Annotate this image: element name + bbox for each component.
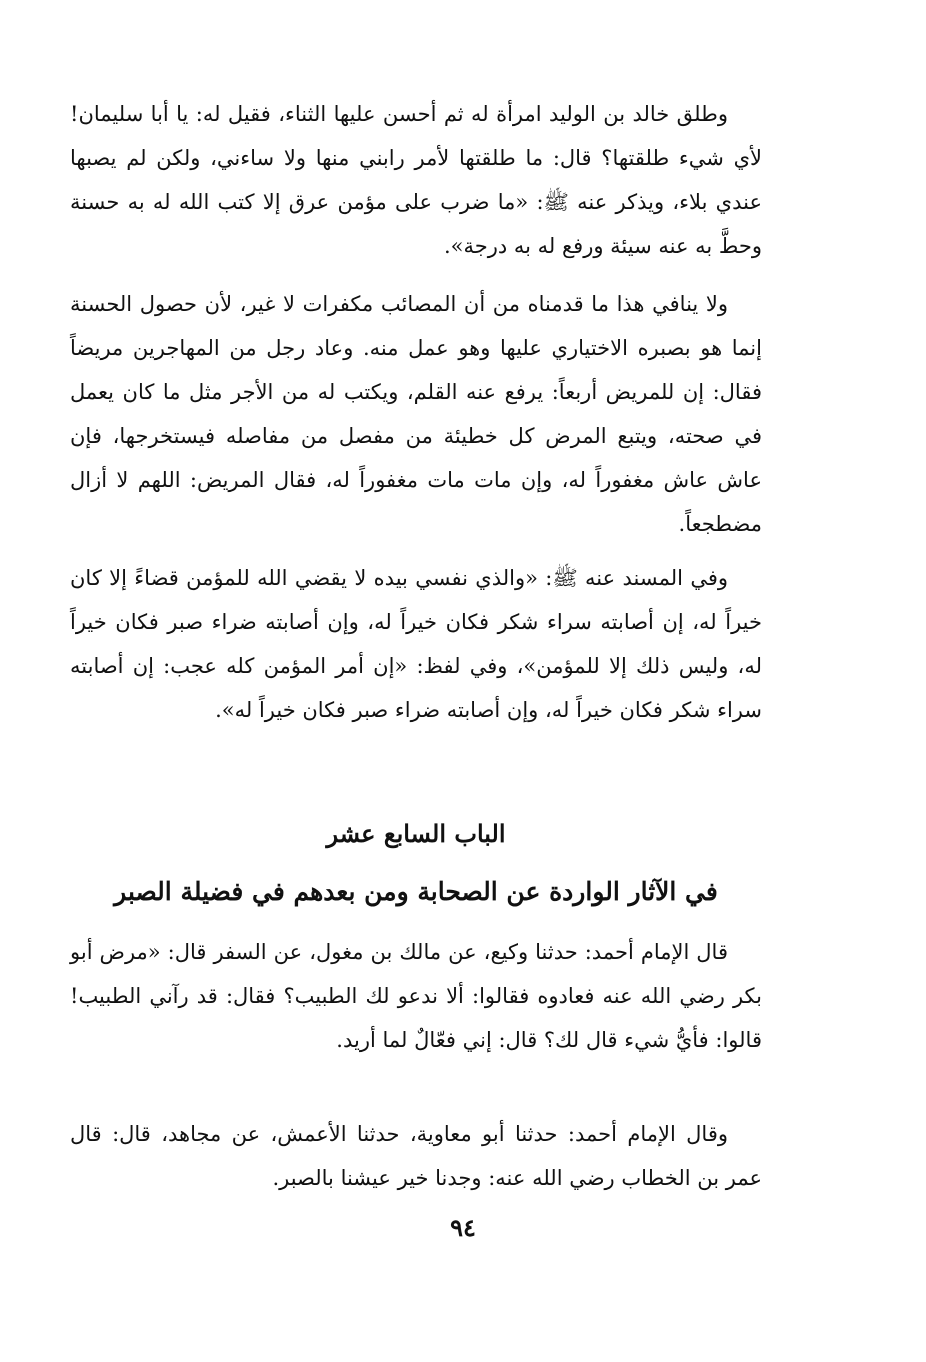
paragraph-umar bbox=[70, 1112, 762, 1200]
page-number: ٩٤ bbox=[450, 1213, 476, 1242]
paragraph-text: ولا ينافي هذا ما قدمناه من أن المصائب مكفرات لا غير، لأن حصول الحسنة إنما هو بصبره الاختياري عليها وهو عمل منه. وعاد رجل من المهاجرين مريضاً فقال: إن للمريض أربعاً: يرفع عنه القلم، ويكتب له من الأجر مثل ما كان يعمل في صحته، ويتبع المرض كل خطيئة من مفصل من مفاصله فيستخرجها، فإن عاش عاش مغفوراً له، وإن مات مات مغفوراً له، فقال المريض: اللهم لا أزال مضطجعاً. bbox=[70, 292, 762, 536]
paragraph-text: قال الإمام أحمد: حدثنا وكيع، عن مالك بن مغول، عن السفر قال: «مرض أبو بكر رضي الله عنه فعادوه فقالوا: ألا ندعو لك الطبيب؟ فقال: قد رآني الطبيب! قالوا: فأيُّ شيء قال لك؟ قال: إني فعّالٌ لما أريد. bbox=[70, 940, 762, 1052]
paragraph-text: وقال الإمام أحمد: حدثنا أبو معاوية، حدثنا الأعمش، عن مجاهد، قال: قال عمر بن الخطاب رضي الله عنه: وجدنا خير عيشنا بالصبر. bbox=[70, 1122, 762, 1190]
paragraph-text: وطلق خالد بن الوليد امرأة له ثم أحسن عليها الثناء، فقيل له: يا أبا سليمان! لأي شيء طلقتها؟ قال: ما طلقتها لأمر رابني منها ولا ساءني، ولكن لم يصبها عندي بلاء، ويذكر عنه ﷺ: «ما ضرب على مؤمن عرق إلا كتب الله له به حسنة وحطَّ به عنه سيئة ورفع له به درجة». bbox=[70, 102, 762, 258]
paragraph-text: وفي المسند عنه ﷺ: «والذي نفسي بيده لا يقضي الله للمؤمن قضاءً إلا كان خيراً له، إن أصابته سراء شكر فكان خيراً له، وإن أصابته ضراء صبر فكان خيراً له، وليس ذلك إلا للمؤمن»، وفي لفظ: «إن أمر المؤمن كله عجب: إن أصابته سراء شكر فكان خيراً له، وإن أصابته ضراء صبر فكان خيراً له». bbox=[70, 566, 762, 722]
paragraph-musnad-hadith bbox=[70, 556, 762, 732]
paragraph-khalid-divorce bbox=[70, 92, 762, 268]
paragraph-illness-expiation bbox=[70, 282, 762, 546]
chapter-subtitle: في الآثار الواردة عن الصحابة ومن بعدهم في فضيلة الصبر bbox=[114, 877, 718, 906]
chapter-title: الباب السابع عشر bbox=[326, 819, 506, 848]
paragraph-abu-bakr bbox=[70, 930, 762, 1062]
